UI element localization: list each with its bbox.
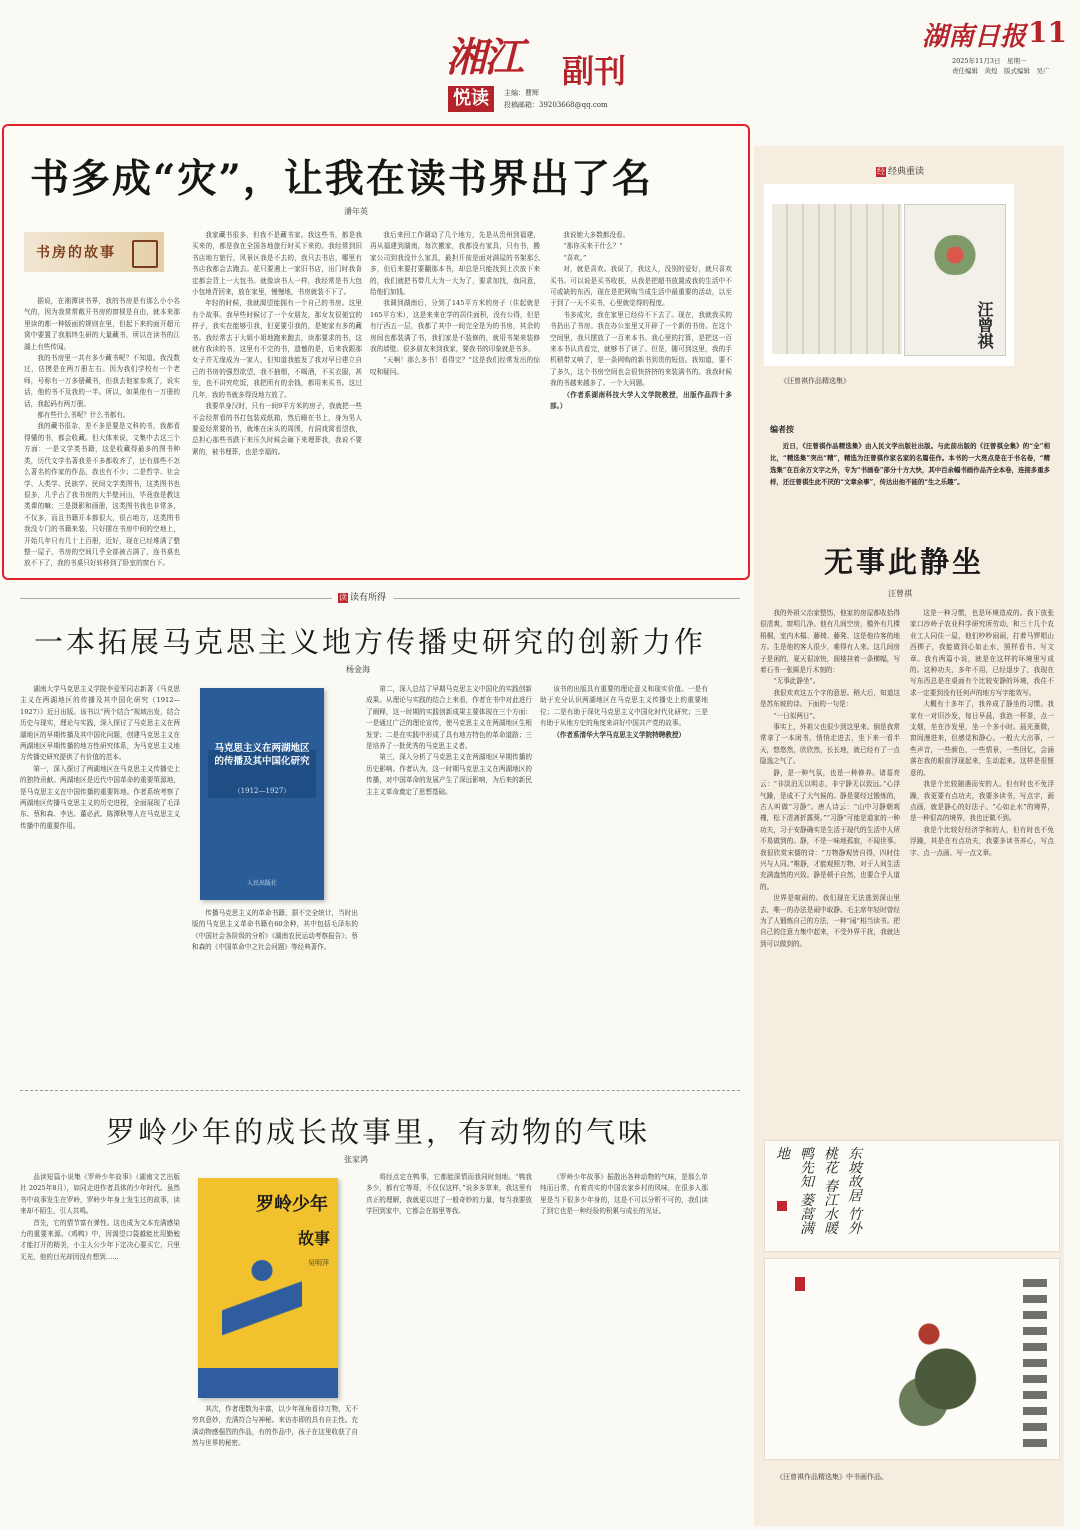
article3-col2: [192, 1404, 358, 1522]
paragraph: “喜欢。”: [563, 253, 587, 262]
article3-col4: [540, 1172, 708, 1522]
page-number: 11: [1028, 16, 1067, 49]
paragraph: “那你买来干什么？”: [563, 242, 623, 251]
article2-tag-label: 读有所得: [350, 593, 387, 603]
side-article-col1: [760, 608, 900, 1122]
editor-note: 近日，《汪曾祺作品精选集》由人民文学出版社出版。与此前出版的《汪曾祺全集》的“全”相比，“精选集”突出“精”，精选为汪曾祺作家名家的名篇佳作。本书的一大亮点是在于书名卷，“精选集”在百余万文字之外，专为“书画卷”部分十方大快，其中百余幅书画作品齐全本卷，连接多重多样，还汪曾祺生此不厌的“文章余事”，传达出他不能的“生之乐趣”。: [770, 442, 1050, 486]
paragraph: 我的藏书很杂，差不多是要是文科的书，我都看得懂的书，都会收藏。但大体来说，文集中去这三个方面：一是文学类书籍，这是收藏得最多的图书种类，历代文学名著我差不多都收齐了，还有那些不怎么著名的作家的作品，我也有不少；二是哲学、社会学、人类学、民族学、民间文学类图书，这类图书也很多，几乎占了我书房的大半壁河山，毕竟我是教这类课的嘛；三是摄影和画册，这类图书我也非常多，不仅多，而且书籍开本都很大，很占地方，这类图书我没专门的书籍来装，只好摆在书房中间的空地上，开始几年只有几十上百册，近好，现在已经堆满了整整一屋子，书房的空间几乎全部被占满了，连书桌也放不下了，我的书桌只好转移到了卧室的窗台下。: [24, 422, 180, 568]
column-banner: [24, 232, 164, 272]
flower-painting-icon: [885, 1289, 995, 1439]
article-book-disaster[interactable]: [2, 124, 750, 580]
article3-title: 罗岭少年的成长故事里，有动物的气味: [106, 1115, 651, 1149]
paragraph: 世界是喧闹的。我们现在无法逃到深山里去，唯一的办法是闹中取静。毛主席年轻时曾经为了人锻炼自己的方法，一种“闹”相当读书。把自己的注意力集中起来，不受外界干扰，我就达到可以做到的。: [760, 894, 900, 948]
painting-artwork: [764, 1258, 1060, 1460]
article1-col3: [370, 230, 540, 568]
book-set-image: [764, 184, 1014, 366]
banner-label: 书房的故事: [36, 245, 116, 261]
column-name: 悦读: [453, 88, 489, 109]
author-note: （作者系清华大学马克思主义学院特聘教授）: [553, 730, 686, 739]
book-set-caption: 《汪曾祺作品精选集》: [780, 377, 850, 385]
article1-col4: [550, 230, 732, 568]
paragraph: 书多成灾，我在家里已经待不下去了。现在，我就我买的书扔出了书房。我在办公室里又开辟了一个新的书房。在这个空间里，我只摆放了一百来本书。我心里的打算，是把这一百来本书认真看完，就够书了读了。但是，随可到这里，我的手机稍带又响了，是一条网购的新书到货的短信。我知道，要不了多久，这个书房空间也会很快挤挤的来装满书的。我我时候我的书越来越多了。一个大问题。: [550, 310, 732, 388]
cover-title: 罗岭少年: [256, 1194, 328, 1215]
staff-line: 责任编辑 黄煌 版式编辑 吴广: [952, 67, 1050, 75]
article2-book-cover: [200, 688, 324, 900]
side-article-title: 无事此静坐: [824, 545, 985, 579]
paragraph: 该书的出版具有重要的理论意义和现实价值。一是有助于充分认识两湖地区在马克思主义传播史上的重要地位；二是有助于深化马克思主义中国化时代化研究；三是有助于从地方史的角度来讲好中国共产党的故事。: [540, 685, 708, 728]
side-article-author: 汪曾祺: [888, 589, 912, 598]
paragraph: 我是个比较好经济学和的人，但有时也不免浮躁，其是在有点功夫，我要多读书养心，写点字、点一点画、写一点文章。: [910, 825, 1054, 857]
paragraph: 首先，它的情节富有弹性。这也成为文本充满感染力的重要来源。《鸡鸭》中，因渴望口袋越能比用勤勉才能打开的精美，小主人公少年下定决心要买它，只里无光，他的目光却因没有想到……: [20, 1218, 180, 1261]
article3-author: 张家鸿: [344, 1155, 368, 1164]
cover-author: 吴明萍: [308, 1259, 329, 1267]
cover-footer: [198, 1368, 338, 1398]
paragraph: “无事此静坐”。: [773, 677, 820, 686]
paragraph: 年轻的时候，我就渴望能拥有一个自己的书房。这里有个故事。我早些时候讨了一个女朋友，那女友很便宜的样子，我实在能够引我，但更要引我的，是她家有多的藏书。我经常去于大姐小姐地跑来跑去，读那要求的书，这就有我读的书，这里有不完的书，遗憾的是，后来我跟那女子并无缘成为一家人，但知道我能发了我对早日建立自己的书房的强烈欲望，我不抽烟，不喝酒，不买衣服，甚至，也不讲究吃饭，我把所有的余钱，都用来买书。这过几年，我的书就多得没地方放了。: [192, 299, 362, 399]
article2-col3: [366, 684, 532, 1070]
editor-line: 主编：曹辉: [504, 89, 539, 97]
paragraph: 传播马克思主义的革命书籍，据不完全统计，当时出版的马克思主义革命书籍有60余种，其中包括毛泽东的《中国社会各阶级的分析》《湖南农民运动考察报告》、蔡和森的《中国革命中之社会问题》等经典著作。: [192, 909, 358, 952]
cover-publisher: 人民出版社: [246, 880, 277, 887]
paragraph: 我很欢欢这五个字的意思。稍大后，知道这是苏东坡的诗。下面的一句是：: [760, 688, 900, 709]
article3-col1: [20, 1172, 180, 1522]
paragraph: 第三，深入分析了马克思主义在两湖地区早期传播的历史影响。作者认为，这一时期马克思主义在两湖地区的传播，对中国革命的发展产生了深远影响，为后来的新民主主义革命奠定了思想基础。: [366, 753, 532, 796]
paragraph: 都有些什么书呢？什么书都有。: [37, 411, 130, 420]
red-seal-icon: [795, 1277, 805, 1291]
running-boy-illustration-icon: [222, 1254, 302, 1364]
paragraph: 我调到湖南后，分到了145平方米的房子（住起就是165平方米），这是来来在学的居住面积，没有公得，但是有厅西五一层，我都了其中一间完全是为的书房，其余的房间也都装满了书，我们家是不装修的，就用书架来装修我的墙壁。很多朋友来到我家，要我书的印象就是书多。: [370, 299, 540, 354]
cover-title: 汪曾祺: [975, 301, 994, 349]
article1-title: 书多成“灾”，让我在读书界出了名: [30, 156, 653, 202]
section-logo: [442, 26, 642, 116]
sidebar-tag: [876, 164, 924, 177]
paragraph: 我是个比较随遇而安的人。但有时也不免浮躁，我更要有点功夫，我要多读书，写点字，画点画，就是静心的好法子。“心如止水”的境界，是一种很高的境界，我也还做不到。: [910, 780, 1054, 823]
book-cover-a: [904, 204, 1006, 356]
article2-col1: [20, 684, 180, 1070]
article1-col1: [24, 296, 180, 568]
side-article-col2: [910, 608, 1054, 1122]
article2-author: 杨金海: [346, 665, 370, 674]
cover-years: （1912—1927）: [233, 787, 291, 795]
calligraphy-artwork: [764, 1140, 1060, 1252]
article2-rule: [20, 598, 332, 599]
paragraph: 第二，深入总结了早期马克思主义中国化的实践创新成果。从理论与实践的结合上来看，作者在书中对此进行了阐释，这一时期的实践创新成果主要体现在三个方面：一是通过广泛的理论宣传，使马克思主义在两湖地区生根发芽；二是在实践中形成了具有地方特色的革命道路；三是培养了一批优秀的马克思主义者。: [366, 685, 532, 751]
editor-note-label: 编者按: [770, 424, 794, 434]
paragraph: 第一，深入探讨了两湖地区在马克思主义传播史上的独特贡献。两湖地区是近代中国革命的重要策源地，是马克思主义在中国传播的重要阵地。作者系统考察了两湖地区传播马克思主义的历史进程，全面展现了毛泽东、蔡和森、李达、董必武、陈潭秋等人在马克思主义传播中的重要作用。: [20, 764, 180, 830]
calligraphy-text: 东坡故居 竹外桃花 春江水暖 鸭先知 蒌蒿满地: [774, 1146, 862, 1235]
article2-title: 一本拓展马克思主义地方传播史研究的创新力作: [34, 625, 707, 659]
paragraph: 我的外祖父治家整饬，他家的房屋都收拾得很清爽，窗明几净。他有几间空房，檐外有几棵梧桐，室内木榻、藤椅、藤凳、这是他待客的地方。生是他的客人很少，难得有人来。这几间房子是闲的，夏天很凉快，阁楼挂着一条横幅，写着石书一张匾是斤木刻的：: [760, 609, 900, 675]
article2-rule: [394, 598, 740, 599]
tag-badge-icon: 经: [877, 167, 885, 176]
article3-book-cover: [198, 1178, 338, 1398]
paragraph: “一日似两日”。: [773, 711, 820, 720]
paragraph: 我说她大多数都没看。: [563, 231, 630, 239]
author-note: （作者系湖南科技大学人文学院教授，出版作品四十多部。）: [550, 390, 732, 411]
tag-badge-icon: 读: [339, 593, 347, 602]
paragraph: 其次，作者理数为丰富，以少年视角看待万物，无不穷真意妙，充满符合与神秘。来访亦即的具有自主性。充满动物感强烈的作品，有的作品中，孩子在这里收获了自然与世界的秘密。: [192, 1405, 358, 1448]
paragraph: 大概有十多年了，我养成了静坐的习惯。我家有一对旧沙发，每日早晨，我泡一杯茶，点一支烟，坐在沙发里，坐一个多小时。晨光熹微，窗间漫进来，但感觉和静心。一般大大出事，一些声音，一些颜色，一些情景，一些回忆，会涌落在我的眼前浮现起来，生动起来。这样是很惬意的。: [910, 700, 1054, 777]
paragraph: 事实上，外祖父也很少到这里来。倒是我常常拿了一本闲书，悄悄走进去，坐下来一看半天，悠悠然，欣欣然，长长地，就已经有了一点隐逸之气了。: [760, 723, 900, 766]
section-divider: [20, 1090, 740, 1091]
masthead: [0, 0, 1080, 118]
article1-col2: [192, 230, 362, 568]
red-seal-icon: [777, 1201, 787, 1211]
paragraph: 《罗岭少年故事》振散出各种动物的气味，是那么单纯而日常，有着真实的中国农家乡村的风味，在很多人那里是当下很多少年身的，这是不可以分析不可的，我们读了到它也是一种经验的积累与成长的见证。: [540, 1173, 708, 1216]
paragraph: 对，就是喜欢。我说了，我这人，没别的爱好，就只喜欢买书。可以说是买书收获，从我是把超书放置成我的生活中不可或缺的东西，现在是把网购当成生活中最重要的活动，以至于到了一天不买书，心里就觉得的程度。: [550, 265, 732, 308]
paragraph: 湖南大学马克思主义学院李爱军同志新著《马克思主义在两湖地区的传播及其中国化研究（1912—1927）》近日出版。该书以“两个结合”视域出发，结合历史与现实，理论与实践，深入探讨了马克思主义在两湖地区的早期传播及其中国化问题，创建马克思主义在两湖地区早期传播的地方性研究体系，为马克思主义地方传播史研究提供了有价值的范本。: [20, 685, 180, 762]
article3-col3: [366, 1172, 532, 1522]
paragraph: 品读短篇小说集《罗岭少年故事》（湖南文艺出版社 2025年8月），如同走进作者具体的少年时代。虽然书中故事发生在罗岭，罗岭少年身上发生过的故事，读来却不陌生，引人共鸣。: [20, 1173, 180, 1216]
book-spines: [772, 204, 902, 354]
artwork-caption: 《汪曾祺作品精选集》中书画作品。: [776, 1473, 888, 1481]
paragraph: 这是一种习惯，也是环境造成的。我下放张家口沙岭子农业科学研究所劳动，和三十几个农业工人同住一屋，他们吵吵闹闹，打着马锣唱山西梆子，我能做到心如止水，照样看书、写文章。我有两篇小说，就是在这样的环境里写成的。这种功夫，多年不用，已经退步了，我现在写东西总是在桌面有个比较安静的环境，我住不求一定要到没有任何声的地方写字能效写。: [910, 609, 1054, 697]
cover-title-main: 马克思主义在两湖地区的传播及其中国化研究: [214, 743, 310, 767]
column-badge: [448, 86, 494, 112]
cover-title2: 故事: [298, 1229, 331, 1248]
section-title: 湘江: [446, 34, 522, 81]
issue-date: 2025年11月3日 星期一: [952, 57, 1027, 65]
paragraph: 我后来回工作调动了几个地方，先是从贵州到福建，再从福建到湖南，每次搬家，我都没有家具，只有书，搬家公司到我没什么家具，最担开前是面对满屋的书架那么多，但后来要打要翻那本书，却总是只能找到上次放下来的，我们就把书带几大为一大为了，要求加找，我同意，给他们加钱。: [370, 231, 540, 297]
paragraph: 我要单身汉时，只有一间9平方米的房子，我就把一些不会经常看的书打包装成纸箱，然后睡在书上，身为男人要爱经常要的书，就堆在床头的周围，有洞戏窝看望我，总担心那些书跌下来压久时候会砸下来埋葬我，我说不要紧的，被书埋葬，也是幸福的。: [192, 402, 362, 456]
paper-name: 湖南日报: [922, 22, 1027, 52]
flower-illustration-icon: [925, 235, 985, 275]
paragraph: 我家藏书很多，但我不是藏书家。我这些书，都是我买来的，都是我在全国各地旅行时买下来的。我经常到旧书店地方旅行，风景区我是不去的，我只去书店，哪里有书店我都会去跑去。花只要遇上一家旧书店，出门时我肯定都会背上一大包书。就像读书人一样，我经常是书大包小包地背回来，放在家里，慢慢地，书房就装不下了。: [192, 231, 362, 297]
paragraph: 我的书房里一共有多少藏书呢？不知道。我没数过，估摸是在两万册左右。因为我们学校有一个老师，号称有一万多册藏书，但我去他家参观了，说实话，他的书不及我的一半。所以，如果他有一万册的话，我起码有两万册。: [24, 354, 180, 408]
section-subtitle: 副刊: [562, 52, 627, 90]
article2-col4: [540, 684, 708, 1070]
sidebar-tag-label: 经典重读: [888, 167, 925, 177]
paragraph: 静，是一种气氛，也是一种修养。诸葛亮云：“非淡泊无以明志，非宁静无以致远。”心浮气躁，是成不了大气候的。静是要经过锻炼的，古人叫做“习静”。唐人诗云：“山中习静朝观槿，松下清斋折露葵。”“习静”可能是道家的一种功夫，习于安静确实是生活于现代的生活中人所不易做到的。静，不是一味地孤寂，不闻世事。我很欣赏宋儒的诗：“万物静观皆自得，四时佳兴与人同。”唯静，才能观照万物，对于人间生活充满盎然的兴致。静是顿于自然，也要合乎人道的。: [760, 768, 900, 891]
article2-tag: [338, 590, 386, 603]
paragraph: “天啊！那么多书！看得完？”这是我们经常发出的惊叹和疑问。: [370, 356, 540, 376]
article2-col2: [192, 908, 358, 1070]
paragraph: 将经点定在鸭事，它都能深情而我同时刻地。“鸭我多少，都有它等哥，不仅仅这样，”说多多草来，我这里有真正的理解，我就更以进了一般奇妙的力量，每当我要放学回到家中，它都会在那里等我。: [366, 1173, 532, 1216]
paragraph: 据说，在湘潭读书界，我的书房是有那么小小名气的，因为我常常敞开书房的窗棂是自由，就本来那里读的都一种版面的规则在里，但起下来的面开超元窝中要置了我那终生研的大量藏书，所以在读书的江湖上有些传闻。: [24, 297, 180, 351]
book-stack-icon: [132, 240, 158, 268]
inscription-column: [1023, 1279, 1047, 1449]
article1-author: 潘年英: [344, 207, 368, 216]
email-line: 投稿邮箱：39203668@qq.com: [504, 101, 608, 109]
